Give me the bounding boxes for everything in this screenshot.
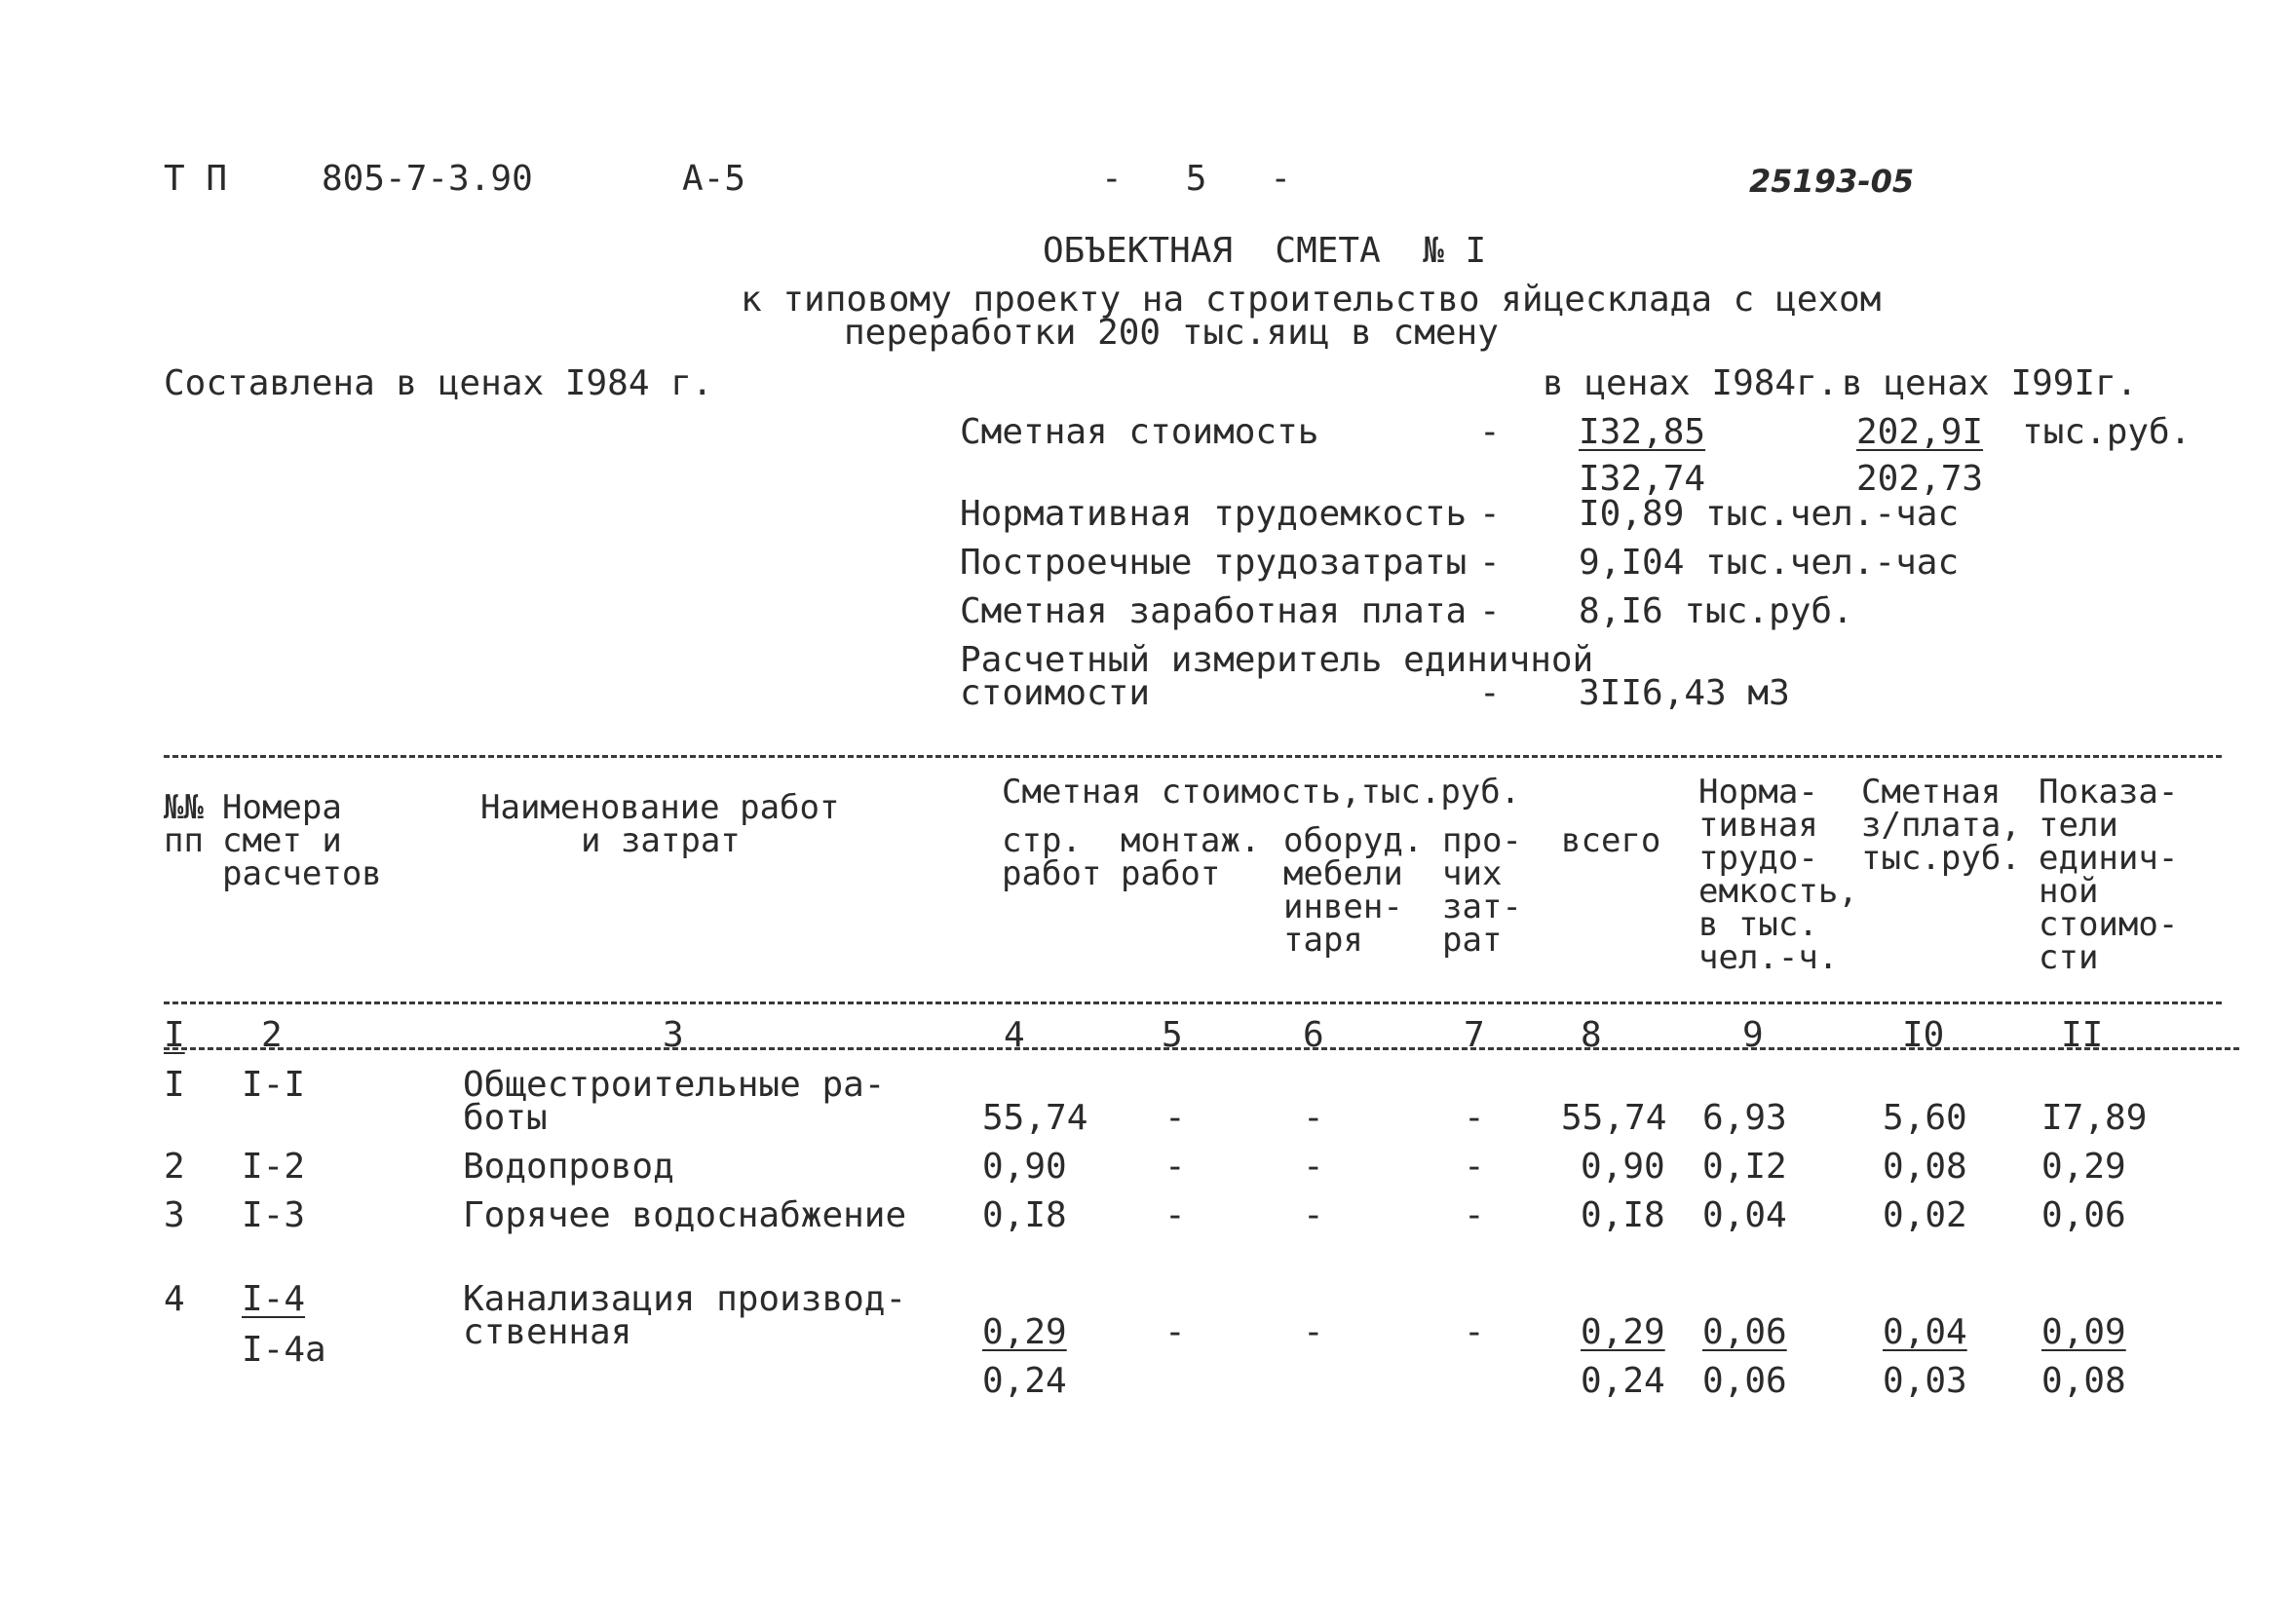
cost-1991: 202,9I — [1856, 412, 1984, 452]
column-number-6: 6 — [1303, 1015, 1324, 1055]
cell-construction: 0,I8 — [982, 1195, 1067, 1235]
cell-total: 0,90 — [1581, 1147, 1665, 1187]
wage-label: Сметная заработная плата — [960, 591, 1468, 631]
cell-installation: - — [1164, 1195, 1186, 1235]
header-nums-2: смет и — [222, 821, 342, 860]
cost-dash: - — [1479, 412, 1501, 452]
doc-type: Т П — [164, 159, 228, 199]
header-name-1: Наименование работ — [480, 788, 840, 827]
header-indicators-6: сти — [2039, 938, 2099, 977]
header-cost-group: Сметная стоимость,тыс.руб. — [1002, 773, 1521, 812]
cell-construction: 0,29 — [982, 1312, 1067, 1352]
price-header-1991: в ценах I99Iг. — [1842, 363, 2138, 403]
column-number-11: II — [2061, 1015, 2104, 1055]
cell-construction-alt: 0,24 — [982, 1361, 1067, 1401]
cell-total: 0,29 — [1581, 1312, 1665, 1352]
row-name-1: Водопровод — [463, 1147, 674, 1187]
header-nums-3: расчетов — [222, 854, 382, 893]
price-header-1984: в ценах I984г. — [1543, 363, 1839, 403]
header-indicators-1: Показа- — [2039, 773, 2179, 812]
cell-installation: - — [1164, 1147, 1186, 1187]
inventory-number: 25193-05 — [1749, 163, 1915, 200]
header-wage-3: тыс.руб. — [1861, 839, 2021, 878]
cell-labor: 6,93 — [1702, 1098, 1787, 1138]
cell-installation: - — [1164, 1312, 1186, 1352]
cell-other: - — [1464, 1147, 1485, 1187]
header-equip-3: инвен- — [1283, 888, 1403, 926]
wage-value: 8,I6 тыс.руб. — [1579, 591, 1853, 631]
row-estimate-ref: I-2 — [242, 1147, 306, 1187]
site-labor-label: Построечные трудозатраты — [960, 543, 1468, 583]
header-other-4: рат — [1442, 921, 1503, 960]
cost-1991-alt: 202,73 — [1856, 459, 1984, 499]
header-norm-4: емкость, — [1698, 872, 1858, 911]
unit-meter-label-2: стоимости — [960, 673, 1151, 713]
unit-meter-value: 3II6,43 м3 — [1579, 673, 1790, 713]
cell-other: - — [1464, 1312, 1485, 1352]
row-name-1: Горячее водоснабжение — [463, 1195, 907, 1235]
header-norm-1: Норма- — [1698, 773, 1818, 812]
cell-construction: 0,90 — [982, 1147, 1067, 1187]
header-other-3: зат- — [1442, 888, 1522, 926]
column-number-3: 3 — [663, 1015, 684, 1055]
document-subtitle-1: к типовому проекту на строительство яйцесклада с цехом — [741, 280, 1882, 320]
cell-other: - — [1464, 1195, 1485, 1235]
row-number: I — [164, 1065, 185, 1105]
project-code: 805-7-3.90 — [322, 159, 533, 199]
cell-indicator-alt: 0,08 — [2041, 1361, 2126, 1401]
cell-wage: 0,04 — [1883, 1312, 1967, 1352]
row-estimate-ref: I-3 — [242, 1195, 306, 1235]
row-name-2: ственная — [463, 1312, 632, 1352]
cost-1984: I32,85 — [1579, 412, 1706, 452]
cell-indicator: 0,06 — [2041, 1195, 2126, 1235]
table-header-rule — [164, 1001, 2222, 1004]
row-name-1: Канализация производ- — [463, 1279, 907, 1319]
cell-installation: - — [1164, 1098, 1186, 1138]
cost-1984-alt: I32,74 — [1579, 459, 1706, 499]
header-pp-1: №№ — [164, 788, 204, 827]
row-name-1: Общестроительные ра- — [463, 1065, 886, 1105]
column-number-1: I — [164, 1015, 185, 1055]
column-number-9: 9 — [1742, 1015, 1764, 1055]
column-number-10: I0 — [1902, 1015, 1945, 1055]
header-name-2: и затрат — [581, 821, 741, 860]
document-title: ОБЪЕКТНАЯ СМЕТА № I — [1043, 231, 1487, 271]
compiled-note: Составлена в ценах I984 г. — [164, 363, 713, 403]
row-estimate-ref: I-I — [242, 1065, 306, 1105]
cell-labor: 0,06 — [1702, 1312, 1787, 1352]
cell-total-alt: 0,24 — [1581, 1361, 1665, 1401]
header-indicators-3: единич- — [2039, 839, 2179, 878]
row-name-2: боты — [463, 1098, 548, 1138]
cell-wage: 0,08 — [1883, 1147, 1967, 1187]
row-number: 3 — [164, 1195, 185, 1235]
cell-construction: 55,74 — [982, 1098, 1088, 1138]
header-equip-4: таря — [1283, 921, 1363, 960]
header-wage-1: Сметная — [1861, 773, 2002, 812]
header-str-1: стр. — [1002, 821, 1082, 860]
column-number-4: 4 — [1004, 1015, 1025, 1055]
header-equip-2: мебели — [1283, 854, 1403, 893]
cell-total: 55,74 — [1561, 1098, 1667, 1138]
cell-equipment: - — [1303, 1098, 1324, 1138]
cell-labor: 0,I2 — [1702, 1147, 1787, 1187]
row-number: 2 — [164, 1147, 185, 1187]
header-indicators-5: стоимо- — [2039, 905, 2179, 944]
cell-equipment: - — [1303, 1147, 1324, 1187]
header-norm-6: чел.-ч. — [1698, 938, 1839, 977]
header-indicators-4: ной — [2039, 872, 2099, 911]
cell-wage: 5,60 — [1883, 1098, 1967, 1138]
header-equip-1: оборуд. — [1283, 821, 1424, 860]
header-str-2: работ — [1002, 854, 1102, 893]
album-number: А-5 — [682, 159, 746, 199]
unit-meter-dash: - — [1479, 673, 1501, 713]
labor-dash: - — [1479, 494, 1501, 534]
cell-equipment: - — [1303, 1195, 1324, 1235]
header-other-1: про- — [1442, 821, 1522, 860]
labor-label: Нормативная трудоемкость — [960, 494, 1468, 534]
header-indicators-2: тели — [2039, 806, 2118, 845]
header-nums-1: Номера — [222, 788, 342, 827]
row-number: 4 — [164, 1279, 185, 1319]
column-number-7: 7 — [1464, 1015, 1485, 1055]
column-number-2: 2 — [261, 1015, 283, 1055]
table-top-rule — [164, 755, 2222, 758]
cell-equipment: - — [1303, 1312, 1324, 1352]
row-estimate-ref-alt: I-4а — [242, 1330, 326, 1370]
site-labor-value: 9,I04 тыс.чел.-час — [1579, 543, 1960, 583]
page-number: - 5 - — [1101, 159, 1292, 199]
header-norm-5: в тыс. — [1698, 905, 1818, 944]
cell-indicator: 0,09 — [2041, 1312, 2126, 1352]
cell-indicator: I7,89 — [2041, 1098, 2148, 1138]
header-norm-3: трудо- — [1698, 839, 1818, 878]
cell-other: - — [1464, 1098, 1485, 1138]
site-labor-dash: - — [1479, 543, 1501, 583]
header-other-2: чих — [1442, 854, 1503, 893]
header-total: всего — [1561, 821, 1661, 860]
cost-unit: тыс.руб. — [2022, 412, 2192, 452]
unit-meter-label-1: Расчетный измеритель единичной — [960, 640, 1594, 680]
cell-indicator: 0,29 — [2041, 1147, 2126, 1187]
cell-wage-alt: 0,03 — [1883, 1361, 1967, 1401]
header-norm-2: тивная — [1698, 806, 1818, 845]
cell-wage: 0,02 — [1883, 1195, 1967, 1235]
header-mont-1: монтаж. — [1121, 821, 1261, 860]
cell-labor-alt: 0,06 — [1702, 1361, 1787, 1401]
column-number-5: 5 — [1162, 1015, 1183, 1055]
header-pp-2: пп — [164, 821, 204, 860]
document-subtitle-2: переработки 200 тыс.яиц в смену — [844, 313, 1499, 353]
wage-dash: - — [1479, 591, 1501, 631]
header-mont-2: работ — [1121, 854, 1221, 893]
column-number-8: 8 — [1581, 1015, 1602, 1055]
header-wage-2: з/плата, — [1861, 806, 2021, 845]
cell-labor: 0,04 — [1702, 1195, 1787, 1235]
row-estimate-ref: I-4 — [242, 1279, 306, 1319]
cell-total: 0,I8 — [1581, 1195, 1665, 1235]
labor-value: I0,89 тыс.чел.-час — [1579, 494, 1960, 534]
cost-label: Сметная стоимость — [960, 412, 1319, 452]
